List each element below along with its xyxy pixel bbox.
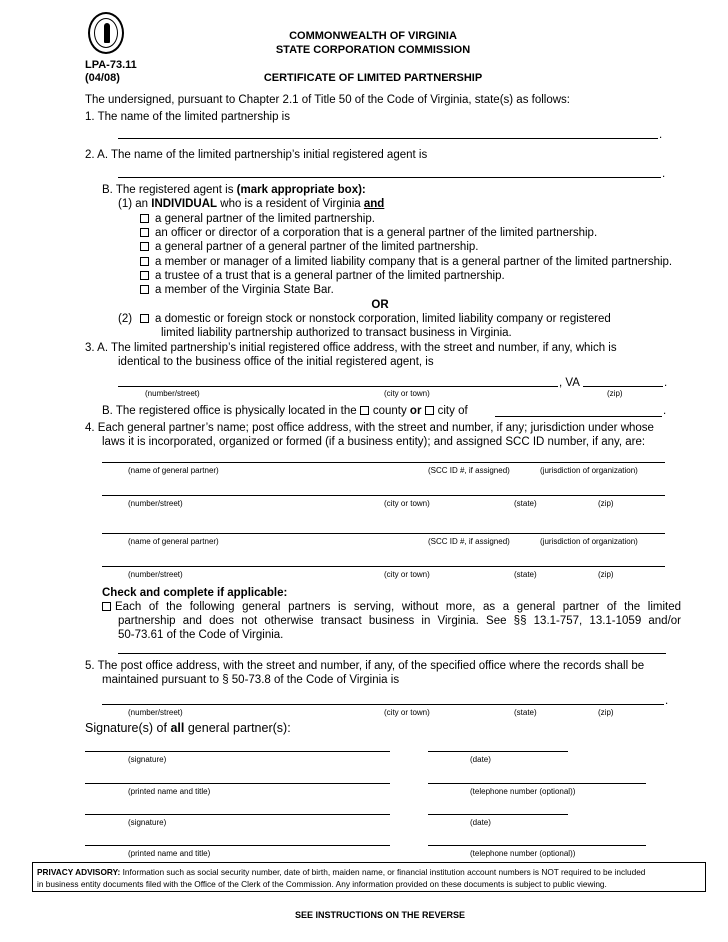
signature-caption: (signature)	[128, 755, 167, 764]
phone-caption: (telephone number (optional))	[470, 849, 576, 858]
state-caption: (state)	[514, 499, 537, 508]
gp-name-caption: (name of general partner)	[128, 537, 219, 546]
section-1-label: 1. The name of the limited partnership is	[85, 111, 290, 123]
option-item-3: a member or manager of a limited liability company that is a general partner of the limited partnership.	[140, 255, 672, 269]
intro-text: The undersigned, pursuant to Chapter 2.1 of Title 50 of the Code of Virginia, state(s) as follows:	[85, 94, 570, 106]
registered-agent-name-field[interactable]	[118, 177, 661, 178]
records-office-address-field[interactable]	[102, 704, 664, 705]
printed-caption: (printed name and title)	[128, 787, 211, 796]
zip-caption: (zip)	[598, 708, 614, 717]
city-checkbox[interactable]	[425, 406, 434, 415]
privacy-advisory	[32, 862, 706, 892]
period: .	[659, 129, 663, 141]
city-county-name-field[interactable]	[495, 416, 662, 417]
option-item-5: a member of the Virginia State Bar.	[140, 283, 334, 297]
gp-name-caption: (name of general partner)	[128, 466, 219, 475]
option-item-1: an officer or director of a corporation that is a general partner of the limited partnership.	[140, 226, 597, 240]
signature-caption: (signature)	[128, 818, 167, 827]
page-title: CERTIFICATE OF LIMITED PARTNERSHIP	[263, 72, 483, 84]
period: .	[665, 695, 669, 707]
section-5-label: 5. The post office address, with the street and number, if any, of the specified office where the records shall be	[85, 660, 645, 672]
check-text-2: partnership and does not otherwise transact business in Virginia. See §§ 13.1-757, 13.1-1059 and/or	[118, 615, 681, 627]
phone-1-field[interactable]	[428, 783, 646, 784]
scc-caption: (SCC ID #, if assigned)	[428, 537, 510, 546]
date-1-field[interactable]	[428, 751, 568, 752]
gp1-name-field[interactable]	[102, 462, 665, 463]
phone-caption: (telephone number (optional))	[470, 787, 576, 796]
form-id: LPA-73.11	[85, 59, 137, 71]
check-text-1: Each of the following general partners is serving, without more, as a general partner of the limited	[102, 600, 681, 614]
option-2-entity-cont: limited liability partnership authorized to transact business in Virginia.	[161, 327, 512, 339]
signature-2-field[interactable]	[85, 814, 390, 815]
checkbox[interactable]	[140, 242, 149, 251]
printed-name-1-field[interactable]	[85, 783, 390, 784]
footer-instructions: SEE INSTRUCTIONS ON THE REVERSE	[294, 910, 466, 920]
option-2-number: (2)	[118, 313, 133, 325]
section-5-label-cont: maintained pursuant to § 50-73.8 of the Code of Virginia is	[102, 674, 400, 686]
header-commonwealth: COMMONWEALTH OF VIRGINIA	[289, 30, 457, 42]
checkbox[interactable]	[140, 285, 149, 294]
option-item-4: a trustee of a trust that is a general partner of the limited partnership.	[140, 269, 505, 283]
checkbox[interactable]	[140, 271, 149, 280]
street-caption: (number/street)	[128, 570, 183, 579]
printed-name-2-field[interactable]	[85, 845, 390, 846]
privacy-line-2: in business entity documents filed with the Office of the Clerk of the Commission. Any information provided on these documents is subject to public viewing.	[37, 879, 607, 889]
signatures-heading: Signature(s) of all general partner(s):	[85, 721, 291, 735]
street-caption: (number/street)	[128, 499, 183, 508]
gp2-name-field[interactable]	[102, 533, 665, 534]
check-text-3: 50-73.61 of the Code of Virginia.	[118, 629, 284, 641]
section-2b-label: B. The registered agent is (mark appropriate box):	[102, 184, 366, 196]
street-caption: (number/street)	[145, 389, 200, 398]
date-2-field[interactable]	[428, 814, 568, 815]
non-transacting-partners-field[interactable]	[118, 653, 666, 654]
jurisdiction-caption: (jurisdiction of organization)	[540, 466, 638, 475]
city-caption: (city or town)	[384, 570, 430, 579]
registered-office-zip-field[interactable]	[583, 386, 663, 387]
or-separator: OR	[371, 299, 389, 311]
gp2-address-field[interactable]	[102, 566, 665, 567]
checkbox[interactable]	[140, 314, 149, 323]
date-caption: (date)	[470, 755, 491, 764]
option-item-2: a general partner of a general partner of the limited partnership.	[140, 240, 478, 254]
period: .	[662, 168, 666, 180]
scc-caption: (SCC ID #, if assigned)	[428, 466, 510, 475]
checkbox[interactable]	[140, 214, 149, 223]
section-4-label-cont: laws it is incorporated, organized or formed (if a business entity); and assigned SCC ID number, if any, are:	[102, 436, 646, 448]
partnership-name-field[interactable]	[118, 138, 658, 139]
privacy-line-1: PRIVACY ADVISORY: Information such as social security number, date of birth, maiden name, or financial institution account numbers is NOT required to be included	[37, 867, 646, 877]
section-3a-label: 3. A. The limited partnership’s initial registered office address, with the street and number, if any, which is	[85, 342, 617, 354]
non-transacting-checkbox[interactable]	[102, 602, 111, 611]
checkbox[interactable]	[140, 228, 149, 237]
date-caption: (date)	[470, 818, 491, 827]
county-checkbox[interactable]	[360, 406, 369, 415]
jurisdiction-caption: (jurisdiction of organization)	[540, 537, 638, 546]
phone-2-field[interactable]	[428, 845, 646, 846]
street-caption: (number/street)	[128, 708, 183, 717]
city-caption: (city or town)	[384, 389, 430, 398]
registered-office-street-field[interactable]	[118, 386, 558, 387]
city-caption: (city or town)	[384, 499, 430, 508]
zip-caption: (zip)	[598, 570, 614, 579]
zip-caption: (zip)	[598, 499, 614, 508]
city-caption: (city or town)	[384, 708, 430, 717]
state-caption: (state)	[514, 570, 537, 579]
printed-caption: (printed name and title)	[128, 849, 211, 858]
option-1-individual: (1) an INDIVIDUAL who is a resident of Virginia and	[118, 198, 385, 210]
section-2a-label: 2. A. The name of the limited partnership’s initial registered agent is	[85, 149, 428, 161]
state-caption: (state)	[514, 708, 537, 717]
section-3a-label-cont: identical to the business office of the initial registered agent, is	[118, 356, 434, 368]
signature-1-field[interactable]	[85, 751, 390, 752]
period: .	[664, 377, 668, 389]
period: .	[663, 405, 667, 417]
va-label: , VA	[559, 377, 580, 389]
header-commission: STATE CORPORATION COMMISSION	[275, 44, 471, 56]
checkbox[interactable]	[140, 257, 149, 266]
zip-caption: (zip)	[607, 389, 623, 398]
form-date: (04/08)	[85, 72, 120, 84]
option-2-entity: a domestic or foreign stock or nonstock corporation, limited liability company or registered	[140, 312, 611, 326]
option-item-0: a general partner of the limited partnership.	[140, 212, 375, 226]
section-3b-label: B. The registered office is physically located in the county or city of	[102, 405, 468, 417]
check-heading: Check and complete if applicable:	[102, 587, 288, 599]
section-4-label: 4. Each general partner’s name; post office address, with the street and number, if any; jurisdiction under whose	[85, 422, 654, 434]
gp1-address-field[interactable]	[102, 495, 665, 496]
